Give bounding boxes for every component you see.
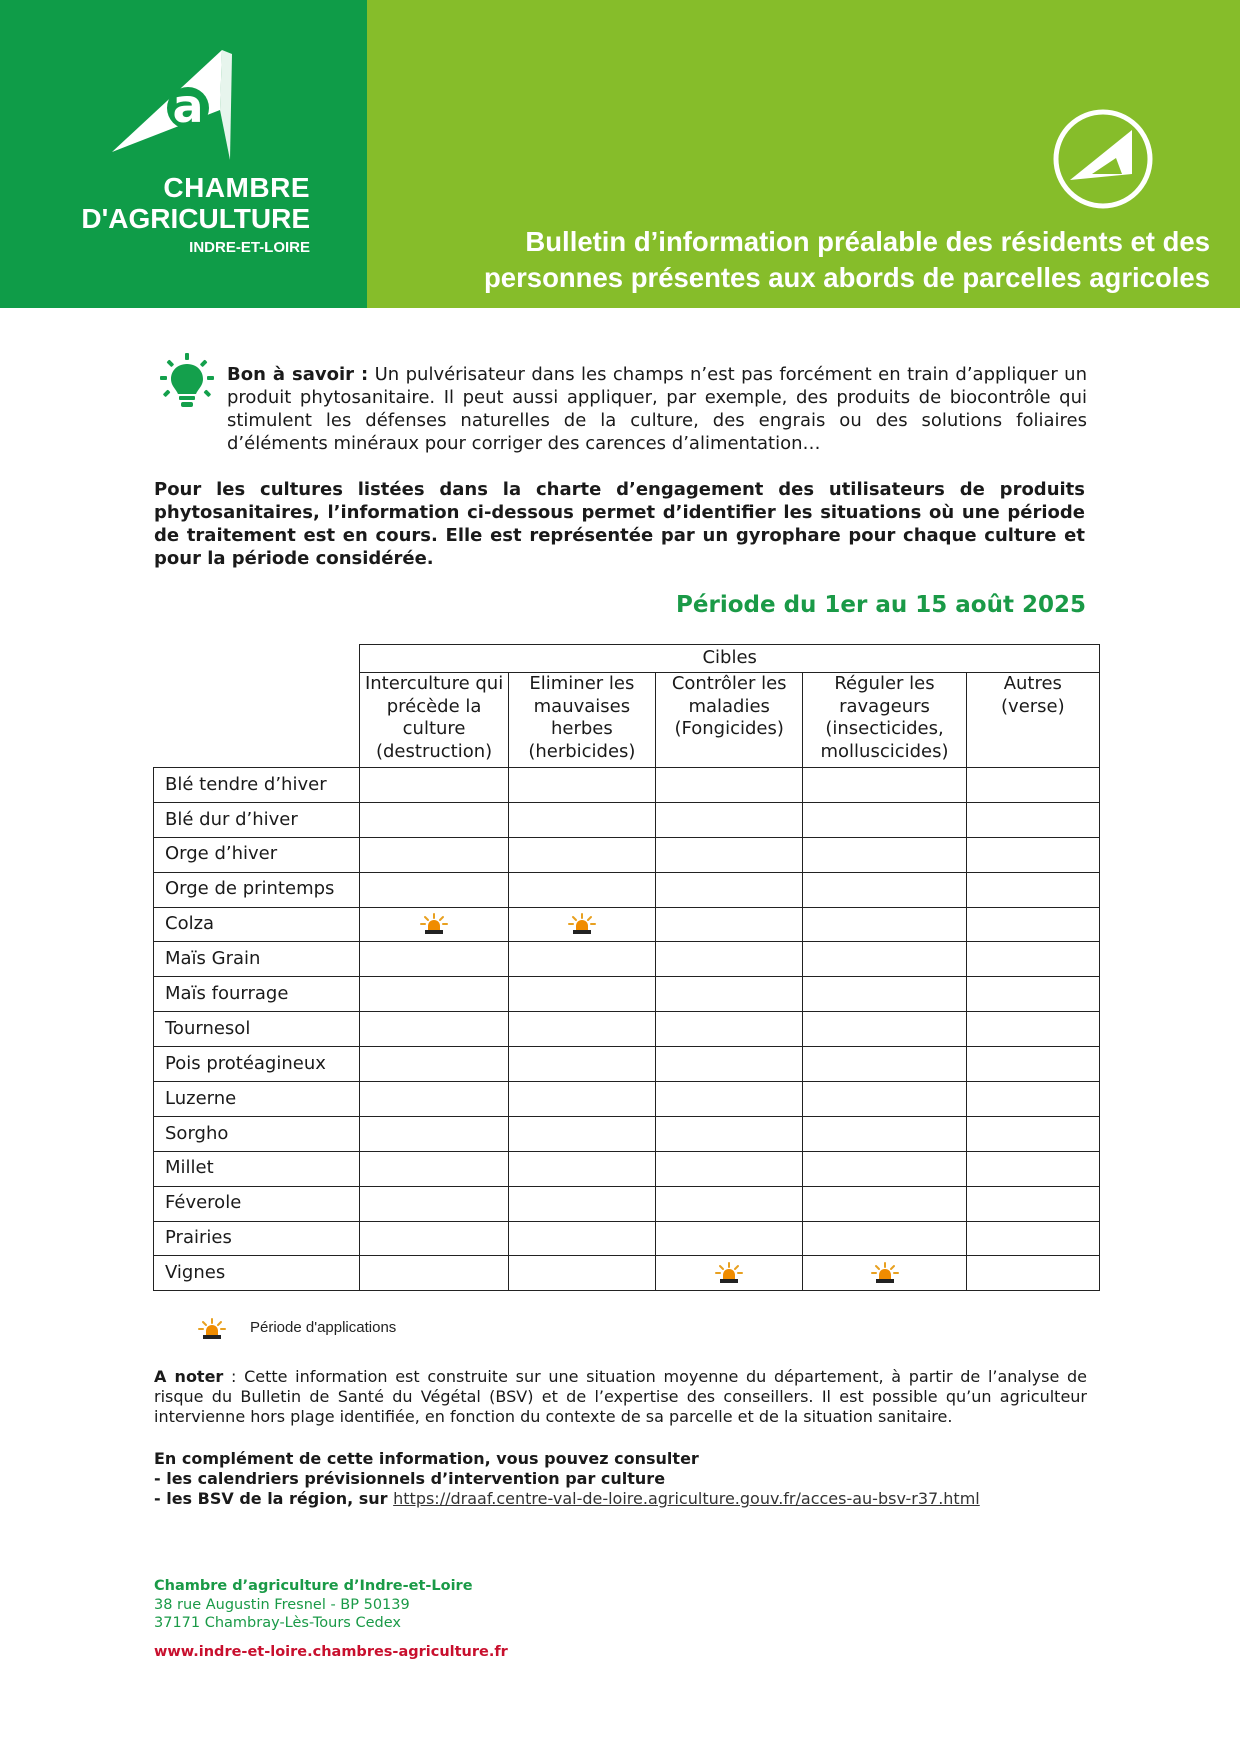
table-cell xyxy=(803,837,966,872)
table-row xyxy=(154,1047,1100,1082)
table-cell xyxy=(656,1082,803,1117)
beacon-icon xyxy=(198,1318,226,1340)
table-cell xyxy=(360,1256,508,1291)
legend-label: Période d'applications xyxy=(250,1319,397,1336)
crop-name: Pois protéagineux xyxy=(154,1047,360,1082)
table-cell xyxy=(360,1221,508,1256)
table-cell xyxy=(966,1186,1099,1221)
crop-name: Maïs fourrage xyxy=(154,977,360,1012)
table-row xyxy=(154,1151,1100,1186)
footer-org: Chambre d’agriculture d’Indre-et-Loire xyxy=(154,1578,473,1594)
note-paragraph xyxy=(154,1367,1087,1427)
crop-name: Féverole xyxy=(154,1186,360,1221)
table-cell xyxy=(656,1012,803,1047)
table-cell xyxy=(656,1047,803,1082)
table-cell xyxy=(966,907,1099,942)
table-row xyxy=(154,1186,1100,1221)
svg-text:a: a xyxy=(172,79,204,133)
header-left-panel xyxy=(0,0,367,308)
table-cell xyxy=(508,1256,655,1291)
table-cell xyxy=(656,907,803,942)
applications-table xyxy=(153,644,1100,1291)
table-cell xyxy=(508,1116,655,1151)
table-cell xyxy=(508,977,655,1012)
crop-name: Luzerne xyxy=(154,1082,360,1117)
table-cell xyxy=(360,977,508,1012)
table-cell xyxy=(508,907,655,942)
table-cell xyxy=(803,907,966,942)
crop-name: Vignes xyxy=(154,1256,360,1291)
table-cell xyxy=(966,872,1099,907)
table-row xyxy=(154,942,1100,977)
table-cell xyxy=(966,1082,1099,1117)
table-cell xyxy=(966,1116,1099,1151)
table-cell xyxy=(656,1186,803,1221)
brand-name xyxy=(60,172,310,258)
table-row xyxy=(154,837,1100,872)
column-header: Interculture qui précède la culture (destruction) xyxy=(360,673,508,768)
table-cell xyxy=(966,1221,1099,1256)
table-cell xyxy=(803,1116,966,1151)
table-cell xyxy=(508,768,655,803)
title-line-1: Bulletin d’information préalable des résidents et des xyxy=(525,226,1210,257)
table-cell xyxy=(360,837,508,872)
complement-line-3 xyxy=(154,1489,1087,1509)
table-cell xyxy=(966,1256,1099,1291)
table-row xyxy=(154,1256,1100,1291)
column-header: Autres (verse) xyxy=(966,673,1099,768)
footer-website[interactable]: www.indre-et-loire.chambres-agriculture.fr xyxy=(154,1643,508,1660)
page-title xyxy=(400,224,1210,296)
chambre-agriculture-logo-icon xyxy=(112,50,260,170)
table-cell xyxy=(360,1082,508,1117)
beacon-icon xyxy=(871,1262,899,1284)
crop-name: Prairies xyxy=(154,1221,360,1256)
crop-name: Colza xyxy=(154,907,360,942)
table-row xyxy=(154,1012,1100,1047)
crop-name: Millet xyxy=(154,1151,360,1186)
table-cell xyxy=(656,1151,803,1186)
table-cell xyxy=(966,768,1099,803)
header xyxy=(0,0,1240,308)
table-cell xyxy=(803,1047,966,1082)
table-cell xyxy=(966,1012,1099,1047)
table-row xyxy=(154,977,1100,1012)
crop-name: Tournesol xyxy=(154,1012,360,1047)
table-cell xyxy=(508,942,655,977)
table-cell xyxy=(360,942,508,977)
table-cell xyxy=(508,802,655,837)
table-cell xyxy=(803,1256,966,1291)
crop-name: Orge d’hiver xyxy=(154,837,360,872)
note-label: A noter xyxy=(154,1367,224,1386)
table-cell xyxy=(656,872,803,907)
table-row xyxy=(154,1221,1100,1256)
table-cell xyxy=(966,837,1099,872)
brand-line-1: CHAMBRE xyxy=(163,172,310,203)
note-body: : Cette information est construite sur une situation moyenne du département, à partir de l’analyse de risque du Bulletin de Santé du Végétal (BSV) et de l’expertise des conseillers. Il est possible qu’un agriculteur intervienne hors plage identifiée, en fonction du contexte de sa parcelle et de la situation sanitaire. xyxy=(154,1367,1087,1426)
table-cell xyxy=(803,1082,966,1117)
table-cell xyxy=(803,1151,966,1186)
table-cell xyxy=(360,1116,508,1151)
column-header: Eliminer les mauvaises herbes (herbicides) xyxy=(508,673,655,768)
column-header: Réguler les ravageurs (insecticides, molluscicides) xyxy=(803,673,966,768)
crop-name: Blé dur d’hiver xyxy=(154,802,360,837)
table-row xyxy=(154,907,1100,942)
crop-name: Orge de printemps xyxy=(154,872,360,907)
table-cell xyxy=(508,1082,655,1117)
bsv-link[interactable]: https://draaf.centre-val-de-loire.agriculture.gouv.fr/acces-au-bsv-r37.html xyxy=(393,1489,980,1508)
complement-section xyxy=(154,1449,1087,1509)
table-cell xyxy=(966,1047,1099,1082)
table-cell xyxy=(803,942,966,977)
table-cell xyxy=(360,1012,508,1047)
table-row xyxy=(154,1116,1100,1151)
period-heading: Période du 1er au 15 août 2025 xyxy=(676,592,1086,618)
table-cell xyxy=(966,1151,1099,1186)
table-cell xyxy=(508,1221,655,1256)
footer xyxy=(154,1577,754,1661)
beacon-icon xyxy=(420,913,448,935)
table-cell xyxy=(656,802,803,837)
table-row xyxy=(154,802,1100,837)
lightbulb-icon xyxy=(160,353,214,409)
circle-logo-icon xyxy=(1052,108,1154,210)
table-row xyxy=(154,768,1100,803)
table-cell xyxy=(966,942,1099,977)
footer-address-1: 38 rue Augustin Fresnel - BP 50139 xyxy=(154,1596,410,1613)
table-cell xyxy=(508,837,655,872)
crop-name: Sorgho xyxy=(154,1116,360,1151)
complement-line-3-prefix: - les BSV de la région, sur xyxy=(154,1489,394,1508)
table-cell xyxy=(656,942,803,977)
intro-paragraph: Pour les cultures listées dans la charte d’engagement des utilisateurs de produits phytosanitaires, l’information ci-dessous permet d’identifier les situations où une période de traitement est en cours. Elle est représentée par un gyrophare pour chaque culture et pour la période considérée. xyxy=(154,479,1085,569)
table-cell xyxy=(656,1221,803,1256)
table-cell xyxy=(360,768,508,803)
table-cell xyxy=(360,1186,508,1221)
table-cell xyxy=(966,802,1099,837)
table-cell xyxy=(360,802,508,837)
legend xyxy=(198,1317,498,1341)
table-cell xyxy=(360,1151,508,1186)
table-row xyxy=(154,1082,1100,1117)
table-cell xyxy=(508,1047,655,1082)
table-cell xyxy=(656,837,803,872)
complement-line-1: En complément de cette information, vous pouvez consulter xyxy=(154,1449,699,1468)
table-row xyxy=(154,872,1100,907)
cibles-header: Cibles xyxy=(360,645,1100,673)
table-cell xyxy=(803,1221,966,1256)
beacon-icon xyxy=(715,1262,743,1284)
table-cell xyxy=(360,872,508,907)
tip-body: Un pulvérisateur dans les champs n’est pas forcément en train d’appliquer un produit phytosanitaire. Il peut aussi appliquer, par exemple, des produits de biocontrôle qui stimulent les défenses naturelles de la culture, des engrais ou des solutions foliaires d’éléments minéraux pour corriger des carences d’alimentation… xyxy=(227,364,1087,454)
table-cell xyxy=(656,977,803,1012)
table-cell xyxy=(508,1151,655,1186)
table-cell xyxy=(656,1116,803,1151)
table-cell xyxy=(508,1186,655,1221)
table-cell xyxy=(656,768,803,803)
table-cell xyxy=(966,977,1099,1012)
table-cell xyxy=(803,1186,966,1221)
brand-line-3: INDRE-ET-LOIRE xyxy=(189,239,310,256)
table-cell xyxy=(656,1256,803,1291)
title-line-2: personnes présentes aux abords de parcelles agricoles xyxy=(483,262,1210,293)
table-cell xyxy=(803,768,966,803)
table-cell xyxy=(508,1012,655,1047)
table-cell xyxy=(803,977,966,1012)
table-cell xyxy=(803,802,966,837)
tip-label: Bon à savoir : xyxy=(227,364,369,385)
table-cell xyxy=(360,907,508,942)
table-cell xyxy=(360,1047,508,1082)
crop-name: Blé tendre d’hiver xyxy=(154,768,360,803)
beacon-icon xyxy=(568,913,596,935)
complement-line-2: - les calendriers prévisionnels d’intervention par culture xyxy=(154,1469,666,1488)
tip-text xyxy=(227,363,1087,455)
column-header: Contrôler les maladies (Fongicides) xyxy=(656,673,803,768)
table-corner xyxy=(154,645,360,768)
table-cell xyxy=(803,872,966,907)
crop-name: Maïs Grain xyxy=(154,942,360,977)
table-cell xyxy=(508,872,655,907)
brand-line-2: D'AGRICULTURE xyxy=(81,203,310,234)
table-cell xyxy=(803,1012,966,1047)
footer-address-2: 37171 Chambray-Lès-Tours Cedex xyxy=(154,1615,401,1631)
